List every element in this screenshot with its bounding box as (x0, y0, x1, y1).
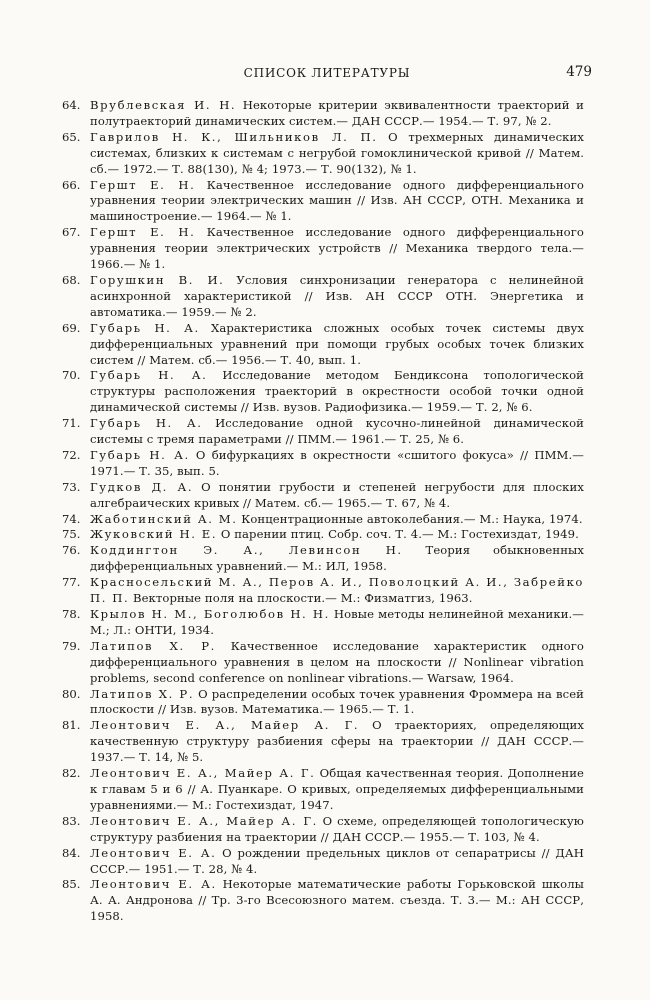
reference-text: О бифуркациях в окрестности «сшитого фокуса» // ПММ.— 1971.— Т. 35, вып. 5. (90, 447, 584, 478)
reference-number: 67. (62, 225, 81, 240)
reference-number: 81. (62, 718, 81, 733)
reference-entry (62, 846, 584, 878)
reference-entry (62, 512, 584, 528)
reference-text: Качественное исследование одного дифференциального уравнения теории электрических машин // Изв. АН СССР, ОТН. Механика и машиностроение.— 1964.— № 1. (90, 177, 584, 224)
reference-text: Исследование одной кусочно-линейной динамической системы с тремя параметрами // ПММ.— 1961.— Т. 25, № 6. (90, 416, 584, 447)
reference-entry (62, 607, 584, 639)
reference-text: О траекториях, определяющих качественную структуру разбиения сферы на траектории // ДАН СССР.— 1937.— Т. 14, № 5. (90, 718, 585, 765)
reference-authors: Горушкин В. И. (90, 272, 225, 287)
reference-text: О схеме, определяющей топологическую структуру разбиения на траектории // ДАН СССР.— 1955.— Т. 103, № 4. (90, 813, 584, 844)
page-header (62, 62, 592, 84)
reference-text: О рождении предельных циклов от сепаратрисы // ДАН СССР.— 1951.— Т. 28, № 4. (90, 845, 585, 876)
reference-text: Теория обыкновенных дифференциальных уравнений.— М.: ИЛ, 1958. (90, 543, 585, 574)
reference-text: Векторные поля на плоскости.— М.: Физматгиз, 1963. (132, 591, 473, 606)
reference-number: 83. (62, 813, 81, 828)
reference-authors: Гаврилов Н. К., Шильников Л. П. (90, 129, 378, 144)
reference-authors: Гершт Е. Н. (90, 225, 196, 240)
reference-authors: Латипов Х. Р. (90, 638, 216, 653)
reference-entry (62, 273, 584, 321)
reference-authors: Гудков Д. А. (90, 479, 194, 494)
running-title: СПИСОК ЛИТЕРАТУРЫ (243, 66, 411, 80)
reference-number: 77. (62, 575, 81, 590)
reference-text: О трехмерных динамических системах, близких к системам с негрубой гомоклинической кривой // Матем. сб.— 1972.— Т. 88(130), № 4; 1973.— Т. 90(132), № 1. (90, 129, 584, 176)
reference-authors: Крылов Н. М., Боголюбов Н. Н. (90, 607, 330, 621)
reference-authors: Латипов Х. Р. (90, 686, 195, 701)
reference-entry (62, 416, 584, 448)
reference-entry (62, 575, 584, 607)
reference-text: Исследование методом Бендиксона топологической структуры расположения траекторий в окрестности особой точки одной динамической системы // Изв. вузов. Радиофизика.— 1959.— Т. 2, № 6. (90, 368, 584, 415)
reference-authors: Губарь Н. А. (90, 447, 190, 462)
reference-number: 85. (62, 877, 81, 892)
reference-entry (62, 543, 584, 575)
reference-number: 64. (62, 98, 81, 112)
reference-number: 84. (62, 845, 81, 860)
reference-entry (62, 766, 584, 814)
reference-number: 72. (62, 447, 81, 462)
reference-text: Качественное исследование характеристик одного дифференциального уравнения в целом на плоскости // Nonlinear vibration problems, second conference on nonlinear vibrations.— Warsaw, 1964. (90, 638, 585, 685)
reference-text: Новые методы нелинейной механики.— М.; Л.: ОНТИ, 1934. (90, 607, 585, 637)
reference-number: 75. (62, 527, 81, 542)
reference-authors: Жуковский Н. Е. (90, 527, 218, 542)
reference-text: Характеристика сложных особых точек системы двух дифференциальных уравнений при помощи грубых особых точек близких систем // Матем. сб.— 1956.— Т. 40, вып. 1. (90, 320, 585, 367)
reference-entry (62, 687, 584, 719)
reference-number: 65. (62, 129, 81, 144)
reference-text: Общая качественная теория. Дополнение к главам 5 и 6 // А. Пуанкаре. О кривых, определяемых дифференциальными уравнениями.— М.: Гостехиздат, 1947. (90, 766, 584, 812)
reference-authors: Губарь Н. А. (90, 416, 203, 431)
reference-entry (62, 98, 584, 130)
reference-entry (62, 368, 584, 416)
reference-authors: Врублевская И. Н. (90, 98, 237, 112)
reference-text: Концентрационные автоколебания.— М.: Наука, 1974. (241, 511, 583, 526)
reference-number: 78. (62, 607, 81, 621)
reference-entry (62, 225, 584, 273)
reference-authors: Красносельский М. А., Перов А. И., Поволоцкий А. И., Забрейко П. П. (90, 575, 584, 606)
reference-authors: Леонтович Е. А., Майер А. Г. (90, 718, 360, 733)
reference-number: 68. (62, 272, 81, 287)
reference-text: Некоторые критерии эквивалентности траекторий и полутраекторий динамических систем.— ДАН СССР.— 1954.— Т. 97, № 2. (90, 98, 585, 128)
reference-number: 69. (62, 320, 81, 335)
reference-authors: Коддингтон Э. А., Левинсон Н. (90, 543, 403, 558)
reference-number: 76. (62, 543, 81, 558)
reference-entry (62, 480, 584, 512)
reference-number: 74. (62, 511, 81, 526)
reference-text: О парении птиц. Собр. соч. Т. 4.— М.: Гостехиздат, 1949. (220, 527, 579, 542)
reference-authors: Леонтович Е. А. (90, 845, 217, 860)
reference-entry (62, 448, 584, 480)
reference-authors: Гершт Е. Н. (90, 177, 196, 192)
reference-number: 66. (62, 177, 81, 192)
reference-authors: Губарь Н. А. (90, 368, 208, 383)
reference-text: Условия синхронизации генератора с нелинейной асинхронной характеристикой // Изв. АН СССР ОТН. Энергетика и автоматика.— 1959.— № 2. (90, 272, 585, 319)
reference-text: Качественное исследование одного дифференциального уравнения теории электрических устройств // Механика твердого тела.— 1966.— № 1. (90, 225, 584, 272)
reference-entry (62, 718, 584, 766)
reference-authors: Жаботинский А. М. (90, 511, 238, 526)
reference-entry (62, 814, 584, 846)
reference-number: 73. (62, 479, 81, 494)
reference-entry (62, 639, 584, 687)
reference-list (62, 98, 584, 925)
reference-entry (62, 527, 584, 543)
reference-number: 70. (62, 368, 81, 383)
reference-number: 80. (62, 686, 81, 701)
reference-number: 71. (62, 416, 81, 431)
reference-text: Некоторые математические работы Горьковской школы А. А. Андронова // Тр. 3-го Всесоюзного матем. съезда. Т. 3.— М.: АН СССР, 1958. (90, 877, 584, 924)
reference-number: 82. (62, 766, 81, 781)
reference-authors: Леонтович Е. А. (90, 877, 217, 892)
reference-authors: Леонтович Е. А., Майер А. Г. (90, 813, 318, 828)
reference-entry (62, 130, 584, 178)
reference-entry (62, 178, 584, 226)
page-number: 479 (566, 64, 592, 80)
reference-number: 79. (62, 638, 81, 653)
reference-text: О распределении особых точек уравнения Фроммера на всей плоскости // Изв. вузов. Математика.— 1965.— Т. 1. (90, 686, 584, 717)
reference-text: О понятии грубости и степеней негрубости для плоских алгебраических кривых // Матем. сб.— 1965.— Т. 67, № 4. (90, 479, 584, 510)
reference-entry (62, 877, 584, 925)
reference-entry (62, 321, 584, 369)
reference-authors: Леонтович Е. А., Майер А. Г. (90, 766, 316, 781)
reference-authors: Губарь Н. А. (90, 320, 200, 335)
